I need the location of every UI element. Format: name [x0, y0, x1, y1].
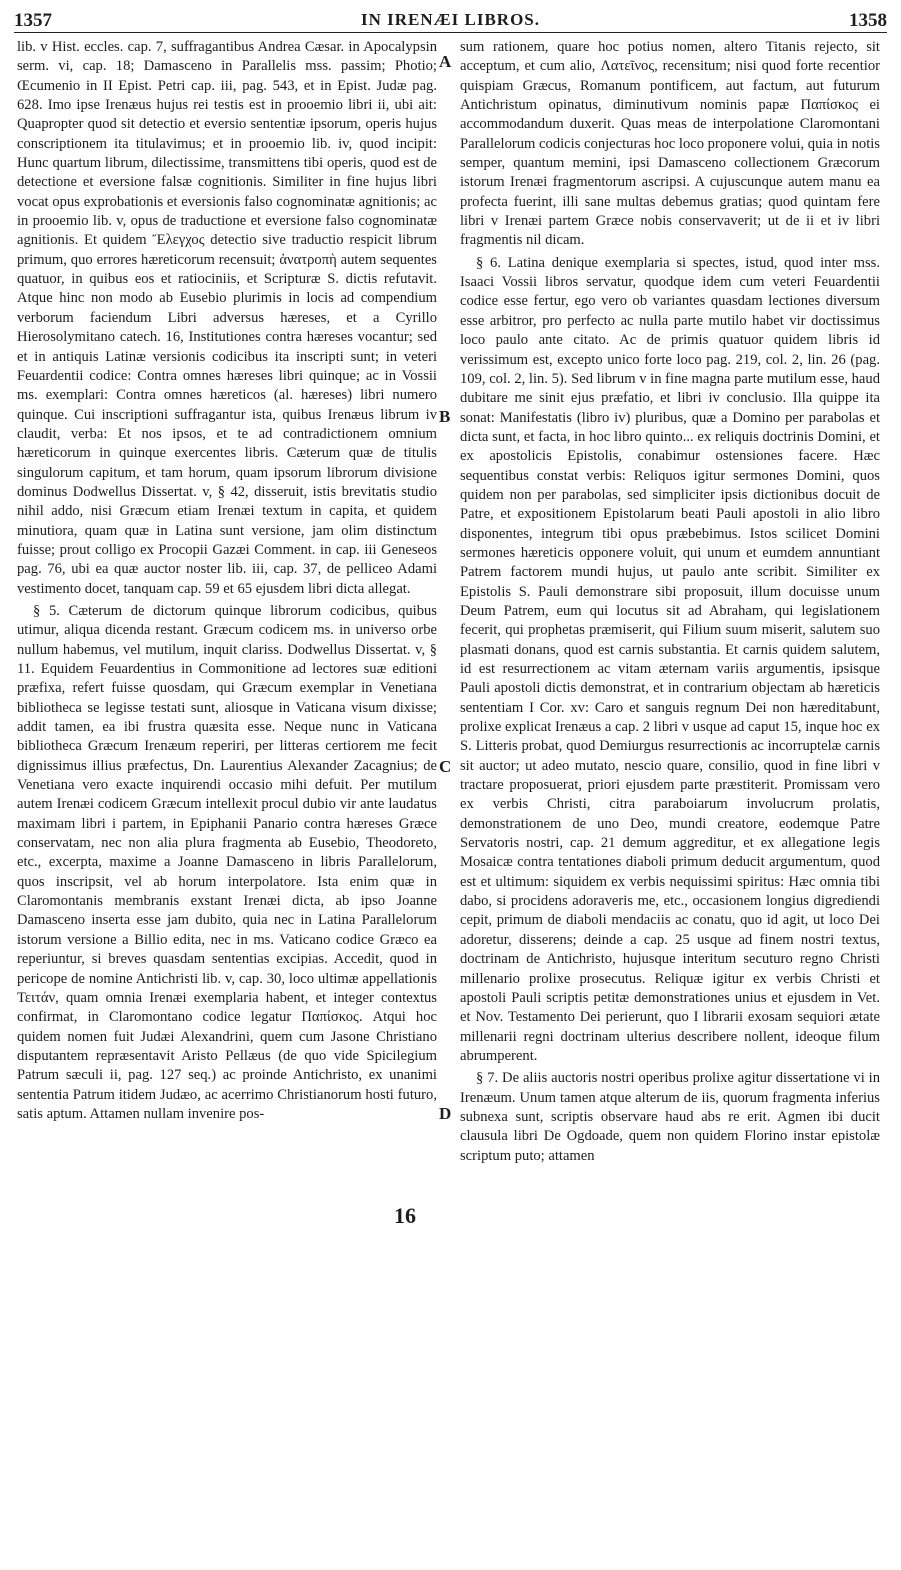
running-header — [14, 8, 887, 34]
margin-letter-c: C — [439, 757, 452, 776]
page-number-right: 1358 — [849, 10, 887, 31]
margin-letter-d: D — [439, 1104, 452, 1123]
right-paragraph: sum rationem, quare hoc potius nomen, altero Titanis rejecto, sit acceptum, et cum alio, Λατεῖνος, recensitum; nisi quod forte recentior quispiam Græcus, Romanum pontificem, aut factum, aut futurum Antichristum opinatus, diminutivum nominis papæ Παπίσκος ei accommodandum duxerit. Quas meas de interpolatione Claromontani Parallelorum codicis conjecturas hoc loco proponere volui, quia in notis semper, quantum memini, ipsi Damasceno collectionem Græcorum istorum Irenæi fragmentorum ascripsi. A cujuscunque autem manu ea profecta fuerint, illi sane multas debemus gratias; quod quintam fere libri v Irenæi partem Græce nobis conservaverit; ut de ii et iv libri fragmentis nil dicam. — [460, 39, 880, 249]
margin-letter-b: B — [439, 407, 451, 426]
right-paragraph: § 6. Latina denique exemplaria si spectes, istud, quod inter mss. Isaaci Vossii libros servatur, quodque idem cum veteri Feuardentii codice esse fertur, ego vero ob variantes quasdam lectiones diversum esse arbitror, pro perfecto ac nulla parte mutilo habet vir doctissimus loco paulo ante citato. Ac de primis quatuor quidem libris id verissimum est, excepto unico forte loco pag. 219, col. 2, lin. 26 (pag. 109, col. 2, lin. 5). Sed librum v in fine magna parte mutilum esse, haud dubitare me sinit ejus præfatio, et libri iv conclusio. Illa quippe ita sonat: Manifestatis (libro iv) pluribus, quæ a Domino per parabolas et dicta sunt, et facta, in hoc libro quinto... ex reliquis doctrinis Domini, et ex apostolicis Epistolis, conabimur ostensiones facere. Hæc sequentibus constat verbis: Reliquos igitur sermones Domini, quos quidem non per parabolas, sed simpliciter ipsis dictionibus docuit de Patre, et expositionem Epistolarum beati Pauli apostoli in alio libro disponentes, integrum tibi opus præbebimus. Istos scilicet Domini sermones hæreticis opponere voluit, qui unum et eumdem annuntiant Patrem factorem mundi hujus, ut paulo ante scribit. Similiter ex Epistolis S. Pauli demonstrare sibi proposuit, illum docuisse unum Deum Patrem, eum qui locutus sit ad Abraham, qui legislationem fecerit, qui prophetas præmiserit, qui Filium suum miserit, salutem suo plasmati donans, quod est carnis substantia. Et carnis quidem salutem, id est resurrectionem ac vitam æternam variis argumentis, ipsisque Pauli apostoli dictis demonstrat, et in contrarium objectam ab hæreticis sententiam I Cor. xv: Caro et sanguis regnum Dei non hæreditabunt, prolixe explicat Irenæus a cap. 2 libri v usque ad caput 15, inque hoc ex S. Litteris probat, quod Demiurgus resurrectionis ac incorruptelæ carnis sit auctor; ut adeo mutato, nescio quare, consilio, quod in fine libri v tractare proposuerat, priori ejusdem parte præstiterit. Promissam vero ex verbis Christi, citra paraboiarum involucrum prolatis, demonstrationem de uno Deo, mundi creatore, eodemque Patre Servatoris nostri, cap. 21 demum aggreditur, et ex allegatione legis Mosaicæ contra tentationes diaboli primum deducit argumentum, quod est et ultimum: siquidem ex verbis nequissimi spiritus: Hæc omnia tibi dabo, si procidens adoraveris me, etc., occasionem longius digrediendi cepit, primum de diaboli mendaciis ac conatu, quo id agit, ut loco Dei adoretur, disserens; deinde a cap. 25 usque ad finem nostri textus, doctrinam de Antichristo, hujusque interitum secuturo regno Christi millenario prolixe prosecutus. Reliquæ igitur ex verbis Christi et apostoli Pauli scriptis petitæ demonstrationes unius et ejusdem in Vet. et Nov. Testamento Dei perierunt, quo I librarii exosam sequiori ætate millenarii regni doctrinam ulterius describere nollent, ideoque filum abrumperent. — [460, 254, 880, 1064]
margin-letter-a: A — [439, 52, 452, 71]
left-paragraph: § 5. Cæterum de dictorum quinque librorum codicibus, quibus utimur, aliqua dicenda restant. Græcum codicem ms. in universo orbe nullum habemus, vel mutilum, inquit clariss. Dodwellus Dissertat. v, § 11. Equidem Feuardentius in Commonitione ad lectores suæ editioni præfixa, refert fuisse quosdam, qui Græcum exemplar in Venetiana bibliotheca se legisse testati sunt, aliosque in Vaticana visum dixisse; addit tamen, ea ibi frustra quæsita esse. Neque nunc in Vaticana bibliotheca Græcum Irenæum reperiri, per litteras certiorem me fecit dignissimus illius præfectus, Dn. Laurentius Alexander Zacagnius; de Venetiana vero exacte inquirendi occasio mihi defuit. Per mutilum autem Irenæi codicem Græcum intellexit procul dubio vir ante laudatus maximam libri i partem, in Epiphanii Panario contra hæreses Græce conservatam, nec non alia plura fragmenta ab Eusebio, Theodoreto, etc., excerpta, maxime a Joanne Damasceno in libris Parallelorum, quos inscripsit, vel ab horum interpolatore. Ista enim quæ in Claromontanis membranis exstant Irenæi dicta, ab ipso Joanne Damasceno inserta esse jam dubito, quia nec in Latina Parallelorum istorum versione a Billio edita, nec in ms. Vaticano codice Græco ea reperiuntur, si breves quasdam sententias excipias. Accedit, quod in pericope de nomine Antichristi lib. v, cap. 30, loco ultimæ appellationis Τειτάν, quam omnia Irenæi exemplaria habent, et integer contextus confirmat, in Claromontano codice legatur Παπίσκος. Atqui hoc quidem nomen fuit Judæi Alexandrini, quem cum Jasone Christiano disputantem repræsentavit Aristo Pellæus (de quo vide Spicilegium Patrum sæculi ii, pag. 127 seq.) ac proinde Antichristo, ex unanimi sententia Patrum itidem Judæo, ac acerrimo Christianorum hosti futuro, satis aptum. Attamen nullam invenire pos- — [17, 602, 437, 1122]
left-column — [17, 38, 437, 1553]
left-paragraph: lib. v Hist. eccles. cap. 7, suffragantibus Andrea Cæsar. in Apocalypsin serm. vi, cap. 18; Damasceno in Parallelis mss. passim; Photio; Œcumenio in II Epist. Petri cap. iii, pag. 543, et in Epist. Judæ pag. 628. Imo ipse Irenæus hujus rei testis est in prooemio libri ii, ubi ait: Quapropter quod sit detectio et eversio sententiæ ipsorum, operis hujus conscriptionem ita titulavimus; et in prooemio lib. iv, quod incipit: Hunc quartum librum, dilectissime, transmittens tibi operis, quod est de detectione et eversione falsæ cognitionis. Similiter in fine hujus libri vocat opus exprobationis et eversionis falso cognominatæ agnitionis; ac in prooemio lib. v, opus de traductione et eversione falso cognominatæ agnitionis. Et quidem Ἔλεγχος detectio sive traductio respicit librum primum, quo errores hæreticorum recensuit; ἀνατροπὴ autem sequentes quatuor, in quibus eos et ratiociniis, et Scripturæ S. dictis refutavit. Atque hinc non modo ab Eusebio plurimis in locis ad compendium verborum faciendum Libri adversus hæreses, et a Cyrillo Hierosolymitano catech. 16, Institutiones contra hæreses vocantur; sed et in antiquis Latinæ versionis codicibus ita inscripti sunt; in veteri Feuardentii codice: Contra omnes hæreses libri quinque; ac in Vossii ms. exemplari: Contra omnes hæreticos (al. hæreses) libri numero quinque. Cui inscriptioni suffragantur ista, quibus Irenæus librum iv claudit, verba: Et nos ipsos, et te ad contradictionem omnium hæreticorum in quinque exercentes libris. Cæterum quæ de titulis singulorum capitum, et tam horum, quam ipsorum librorum divisione dominus Dodwellus Dissertat. v, § 42, disseruit, istis brevitatis studio nihil addo, nisi Græcum etiam Irenæi textum in capita, et quidem minutiora, quam quæ in Latina sunt versione, jam olim distinctum fuisse; prout colligo ex Procopii Gazæi Comment. in cap. iii Geneseos pag. 76, ubi ea quæ auctor noster lib. iii, cap. 37, de pelliceo Adami vestimento docet, tanquam cap. 59 et 65 ejusdem libri dicta allegat. — [17, 39, 437, 597]
signature-mark: 16 — [394, 1203, 416, 1228]
page-number-left: 1357 — [14, 10, 52, 31]
running-title: IN IRENÆI LIBROS. — [360, 10, 540, 29]
right-paragraph: § 7. De aliis auctoris nostri operibus prolixe agitur dissertatione vi in Irenæum. Unum tamen atque alterum de iis, quorum fragmenta inferius subnexa sunt, scriptis observare haud abs re erit. Agmen ibi ducit clausula libri De Ogdoade, quem non quidem Florino instar epistolæ scriptum puto; attamen — [460, 1070, 880, 1164]
right-column — [460, 38, 880, 1553]
header-rule — [14, 32, 887, 33]
